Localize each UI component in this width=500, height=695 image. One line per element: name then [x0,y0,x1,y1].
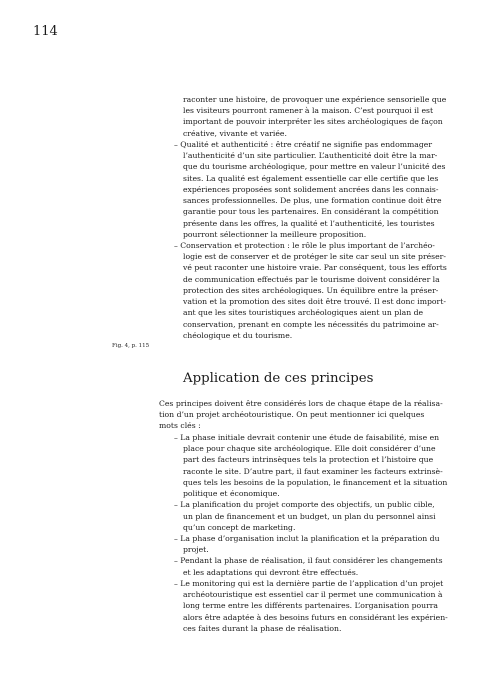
list-item-initial-phase-line: raconte le site. D’autre part, il faut examiner les facteurs extrinsè- [183,466,443,476]
list-item-monitoring-line: – Le monitoring qui est la dernière partie de l’application d’un projet [174,578,444,588]
list-item-monitoring-line: long terme entre les différents partenaires. L’organisation pourra [183,601,439,611]
list-item-conservation-line: conservation, prenant en compte les nécessités du patrimoine ar- [183,319,439,329]
text-line: les visiteurs pourront ramener à la maison. C’est pourquoi il est [183,106,434,116]
list-item-initial-phase-line: ques tels les besoins de la population, le financement et la situation [183,477,448,487]
list-item-conservation-line: protection des sites archéologiques. Un équilibre entre la préser- [183,285,439,295]
list-item-monitoring-line: ces faites durant la phase de réalisation. [183,623,342,633]
list-item-initial-phase-line: part des facteurs intrinsèques tels la protection et l’histoire que [183,455,434,465]
figure-reference-note: Fig. 4, p. 115 [112,343,150,349]
text-line: important de pouvoir interpréter les sites archéologiques de façon [183,117,443,127]
list-item-conservation-line: vation et la promotion des sites doit être trouvé. Il est donc import- [183,297,446,307]
continuation-paragraph [183,94,446,139]
list-item-quality-line: garantie pour tous les partenaires. En considérant la compétition [183,207,439,217]
text-line: raconter une histoire, de provoquer une expérience sensorielle que [183,95,447,104]
list-item-conservation-line: ant que les sites touristiques archéologiques aient un plan de [183,308,424,318]
list-item-realisation-line: – Pendant la phase de réalisation, il faut considérer les changements [174,556,443,566]
list-item-conservation-line: de communication effectués par le tourisme doivent considérer la [183,274,440,284]
section-heading: Application de ces principes [183,371,374,386]
list-item-quality-line: sites. La qualité est également essentielle car elle certifie que les [183,173,439,183]
text-line: mots clés : [159,421,201,431]
list-item-quality-line: expériences proposées sont solidement ancrées dans les connais- [183,184,439,194]
section-intro-paragraph [159,398,443,432]
list-item-conservation-line: vé peut raconter une histoire vraie. Par conséquent, tous les efforts [183,263,447,273]
list-item-quality-line: que du tourisme archéologique, pour mettre en valeur l’unicité des [183,162,446,172]
list-item-planning-line: – La planification du projet comporte des objectifs, un public cible, [174,500,435,510]
list-item-organisation-line: – La phase d’organisation inclut la planification et la préparation du [174,533,440,543]
list-item-organisation-line: projet. [183,545,209,555]
list-item-initial-phase-line: – La phase initiale devrait contenir une étude de faisabilité, mise en [174,433,440,442]
text-line: Ces principes doivent être considérés lors de chaque étape de la réalisa- [159,399,443,408]
list-item-planning-line: qu’un concept de marketing. [183,522,296,532]
list-item-realisation-line: et les adaptations qui devront être effectués. [183,567,359,577]
list-item-quality-line: – Qualité et authenticité : être créatif ne signifie pas endommager [174,140,433,149]
list-item-quality-line: pourront sélectionner la meilleure proposition. [183,229,367,239]
project-steps-list [174,432,448,634]
list-item-quality-line: l’authenticité d’un site particulier. L’authenticité doit être la mar- [183,151,438,161]
list-item-initial-phase-line: politique et économique. [183,489,280,499]
list-item-conservation-line: logie est de conserver et de protéger le site car seul un site préser- [183,252,446,262]
text-line: tion d’un projet archéotouristique. On peut mentionner ici quelques [159,410,425,420]
list-item-initial-phase-line: place pour chaque site archéologique. Elle doit considérer d’une [183,444,436,454]
text-line: créative, vivante et variée. [183,128,287,138]
list-item-quality-line: présente dans les offres, la qualité et l’authenticité, les touristes [183,218,435,228]
list-item-monitoring-line: alors être adaptée à des besoins futurs en considérant les expérien- [183,612,448,622]
page-number: 114 [33,24,58,39]
list-item-planning-line: un plan de financement et un budget, un plan du personnel ainsi [183,511,436,521]
list-item-monitoring-line: archéotouristique est essentiel car il permet une communication à [183,590,443,600]
list-item-quality-line: sances professionnelles. De plus, une formation continue doit être [183,196,442,206]
principles-list [174,139,447,341]
list-item-conservation-line: chéologique et du tourisme. [183,330,293,340]
list-item-conservation-line: – Conservation et protection : le rôle le plus important de l’archéo- [174,240,435,250]
